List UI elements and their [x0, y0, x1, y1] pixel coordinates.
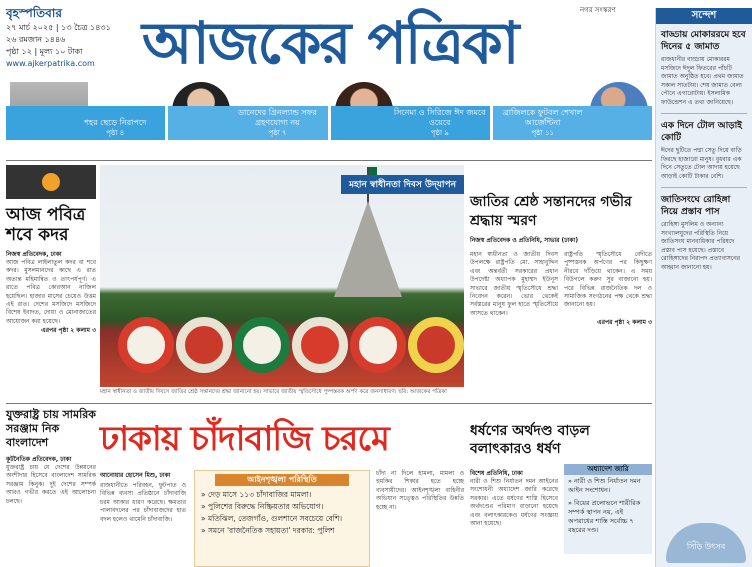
article-body: যুক্তরাষ্ট্র চায় যে দেশের উন্নয়নের অংশীদার হিসেবে বাংলাদেশ সামরিক সরঞ্জাম কিনুক। দুই দেশের সম্পর্ক আরও গভীর করতে এই আলোচনা চলছে। — [6, 464, 96, 505]
promo-strip — [6, 82, 652, 154]
wreath — [350, 317, 406, 373]
ordinance-box — [564, 464, 652, 554]
sidebar-header: সন্দেশ — [656, 8, 752, 24]
lead-photo — [100, 165, 464, 387]
byline: আনোয়ার হোসেন মিশু, ঢাকা — [100, 472, 171, 479]
right-story-2 — [470, 422, 652, 554]
wreath — [292, 317, 348, 373]
promo-text: শহর ছেড়ে নিরাপদে পৃষ্ঠা ৪ — [84, 118, 147, 137]
sidebar-body: রাজধানীর বাড্ডায় মোকাররম মসজিদে ঈদুল ফিতরের পাঁচটি জামাত অনুষ্ঠিত হবে। প্রথম জামাত সকাল সাতটায়। শেষ জামাত বেলা পৌনে এগারোটায়। ইসলামিক ফাউন্ডেশন এ তথ্য জানিয়েছে। — [661, 56, 744, 106]
headline[interactable]: ধর্ষণের অর্থদণ্ড বাড়ল বলাৎকারও ধর্ষণ — [470, 423, 590, 457]
article-body: নারী ও শিশু নির্যাতন দমন আইনের সংশোধনী অধ্যাদেশ জারি করেছে সরকার। এতে ধর্ষণের শাস্তি হিসেবে অর্থদণ্ডের পরিমাণ বাড়ানো হয়েছে এবং বলাৎকারকেও ধর্ষণের সংজ্ঞায় আনা হয়েছে। — [470, 478, 558, 528]
continued-link[interactable]: এরপর পৃষ্ঠা ২ কলাম ৩ — [597, 319, 652, 327]
box-item: » মতিঝিল, তেজগাঁও, গুলশানে সবচেয়ে বেশি। — [201, 514, 343, 523]
article-body: রাষ্ট্রপতি স্মৃতিসৌধে বেদীতে পুষ্পস্তবক অর্পণের পর কিছুক্ষণ নীরবে দাঁড়িয়ে থাকেন। এ সময় বিউগলে করুণ সুর বাজানো হয়। পরে বিভিন্ন রাজনৈতিক দল ও সামাজিক সংগঠনের পক্ষ থেকে শ্রদ্ধা জানানো হয়। — [564, 251, 652, 309]
pages-price: পৃষ্ঠা ১২ | মূল্য ১০ টাকা — [6, 47, 83, 56]
site-url[interactable]: www.ajkerpatrika.com — [6, 59, 95, 68]
headline[interactable]: আজ পবিত্র শবে কদর — [6, 205, 86, 245]
article-body: মহান স্বাধীনতা ও জাতীয় দিবস উপলক্ষে রাষ্ট্রপতি মো. সাহাবুদ্দিন এবং অন্তর্বর্তী সরকারের প্রধান উপদেষ্টা অধ্যাপক মুহাম্মদ ইউনূস সাভারে জাতীয় স্মৃতিসৌধে শ্রদ্ধা নিবেদন করেন। ভোর থেকেই সর্বস্তরের মানুষ ফুল হাতে স্মৃতিসৌধে আসতে থাকেন। — [470, 251, 558, 317]
festival-badge: সিঁড়ি উৎসব — [666, 523, 746, 563]
weekday: বৃহস্পতিবার — [6, 6, 62, 20]
article-body: রাজধানীতে পরিবহন, ফুটপাত ও বিভিন্ন ব্যবসা প্রতিষ্ঠানে চাঁদাবাজি চরম আকার ধারণ করেছে। ক্ষমতার পালাবদলের পর চাঁদাবাজদের হাত বদল হলেও থামেনি চাঁদাবাজি। — [100, 482, 186, 523]
box-item: » নারী ও শিশু নির্যাতন দমন আইন সংশোধন। — [568, 477, 641, 494]
wreath — [118, 317, 174, 373]
byline: কূটনৈতিক প্রতিবেদক, ঢাকা — [6, 456, 72, 463]
box-item: » দেড় মাসে ১১৩ চাঁদাবাজির মামলা। — [201, 490, 312, 499]
promo-card[interactable] — [6, 82, 165, 154]
byline: বিশেষ প্রতিনিধি, ঢাকা — [470, 470, 523, 477]
continued-link[interactable]: এরপর পৃষ্ঠা ২ কলাম ৩ — [41, 327, 96, 335]
edition-label: নগর সংস্করণ — [580, 6, 616, 14]
left-story-2 — [6, 408, 96, 506]
box-title: অধ্যাদেশ জারি — [564, 464, 652, 475]
box-title: আইনশৃঙ্খলা পরিস্থিতি — [215, 474, 349, 486]
photo-caption: মহান স্বাধীনতা ও জাতীয় দিবসে জাতির শ্রেষ্ঠ সন্তানদের শ্রদ্ধা জানানো হয়। সাভারে জাতীয় স্মৃতিসৌধে পুষ্পস্তবক অর্পণ করে জনসাধারণ। ছবি: আজকের পত্রিকা — [100, 389, 447, 395]
law-order-box — [194, 470, 370, 567]
article-columns — [470, 464, 652, 554]
article-body: চাঁদা না দিলে হামলা, মামলা ও হুমকির শিকার হতে হচ্ছে ব্যবসায়ীদের। আইনশৃঙ্খলা বাহিনীর অভিযান সত্ত্বেও পরিস্থিতির উন্নতি হচ্ছে না। — [376, 470, 464, 511]
left-story — [6, 165, 96, 335]
box-item: » সমনে 'রাজনৈতিক সহায়তা' দরকার: পুলিশ — [201, 526, 335, 535]
headline[interactable]: জাতির শ্রেষ্ঠ সন্তানদের গভীর শ্রদ্ধায় স্মরণ — [470, 194, 632, 229]
lantern-icon — [42, 173, 60, 191]
promo-card[interactable] — [331, 82, 490, 154]
promo-text: ডানেদের গ্রিনল্যান্ড সফর গ্রহণযোগ্য নয় পৃষ্ঠা ৭ — [238, 108, 317, 137]
date-line: ২৭ মার্চ ২০২৫ | ১৩ চৈত্র ১৪৩১ — [6, 23, 111, 32]
mosque-thumbnail — [6, 165, 96, 199]
sidebar-body: ঈদের ছুটিতে পদ্মা সেতু দিয়ে বাড়ি ফিরছে হাজারো মানুষ। বুধবার এক দিনে সেতুতে টোল আদায় হয়েছে আড়াই কোটি টাকার বেশি। — [661, 147, 742, 180]
date-block — [6, 4, 126, 70]
sidebar-headline[interactable]: জাতিসংঘে রোহিঙ্গা নিয়ে প্রস্তাব পাস — [661, 195, 731, 217]
byline: নিজস্ব প্রতিবেদক ও প্রতিনিধি, সাভার (ঢাকা) — [470, 237, 579, 244]
box-item: » পুলিশের বিরুদ্ধে নিষ্ক্রিয়তার অভিযোগ। — [201, 502, 324, 511]
hijri-date: ২৬ রমজান ১৪৪৬ — [6, 35, 66, 44]
divider — [6, 160, 652, 161]
wreath — [234, 317, 290, 373]
wreath — [176, 317, 232, 373]
section-label: মহান স্বাধীনতা দিবস উদ্‌যাপন — [341, 175, 464, 194]
national-memorial — [334, 201, 402, 297]
headline[interactable]: যুক্তরাষ্ট্র চায় সামরিক সরঞ্জাম নিক বাংলাদেশ — [6, 408, 96, 449]
wreath — [408, 317, 464, 373]
promo-card[interactable] — [168, 82, 327, 154]
masthead — [0, 0, 752, 80]
divider — [6, 403, 652, 404]
article-columns — [470, 251, 652, 318]
promo-card[interactable] — [493, 82, 652, 154]
sidebar-headline[interactable]: এক দিনে টোল আড়াই কোটি — [661, 121, 742, 143]
box-item: » বিয়ের প্রলোভনে শারীরিক সম্পর্ক স্থাপন নয়, এই অপরাধের শাস্তি সর্বোচ্চ ৭ বছরের দণ্ড। — [568, 499, 641, 534]
divider — [661, 187, 747, 188]
newspaper-logo: আজকের পত্রিকা — [142, 9, 518, 77]
byline: নিজস্ব প্রতিবেদক, ঢাকা — [6, 251, 62, 258]
divider — [661, 113, 747, 114]
promo-text: ব্রাজিলকে ফুটবল শেখাল আর্জেন্টিনা পৃষ্ঠা ১১ — [503, 108, 583, 137]
sidebar-headline[interactable]: বাড্ডায় মোকাররমে হবে দিনের ৫ জামাত — [661, 30, 746, 52]
promo-text: সিনেমা ও সিরিজে ঈদ জমবে ওয়েবে পৃষ্ঠা ৯ — [393, 108, 486, 137]
article-body: আজ পবিত্র লাইলাতুল কদর বা শবে কদর। মুসলমানদের কাছে এ রাত অত্যন্ত মহিমান্বিত ও তাৎপর্যপূর্ণ। এ রাতে পবিত্র কোরআন নাজিল হয়েছিল। হাজার মাসের চেয়েও উত্তম এই রাত। দেশের মসজিদে মসজিদে বিশেষ ইবাদত, দোয়া ও মোনাজাতের আয়োজন করা হয়েছে। — [6, 259, 96, 325]
sidebar — [655, 8, 752, 567]
article-column — [470, 464, 558, 554]
banner-headline[interactable]: ঢাকায় চাঁদাবাজি চরমে — [100, 419, 389, 459]
sidebar-body: রোহিঙ্গা মুসলিম ও অন্যান্য সংখ্যালঘুদের পরিস্থিতি নিয়ে জাতিসংঘ মানবাধিকার পরিষদে প্রস্তাব পাস হয়েছে। প্রস্তাবে রোহিঙ্গাদের নিরাপদ প্রত্যাবাসনের আহ্বান জানানো হয়। — [661, 221, 741, 271]
right-story — [470, 193, 652, 327]
